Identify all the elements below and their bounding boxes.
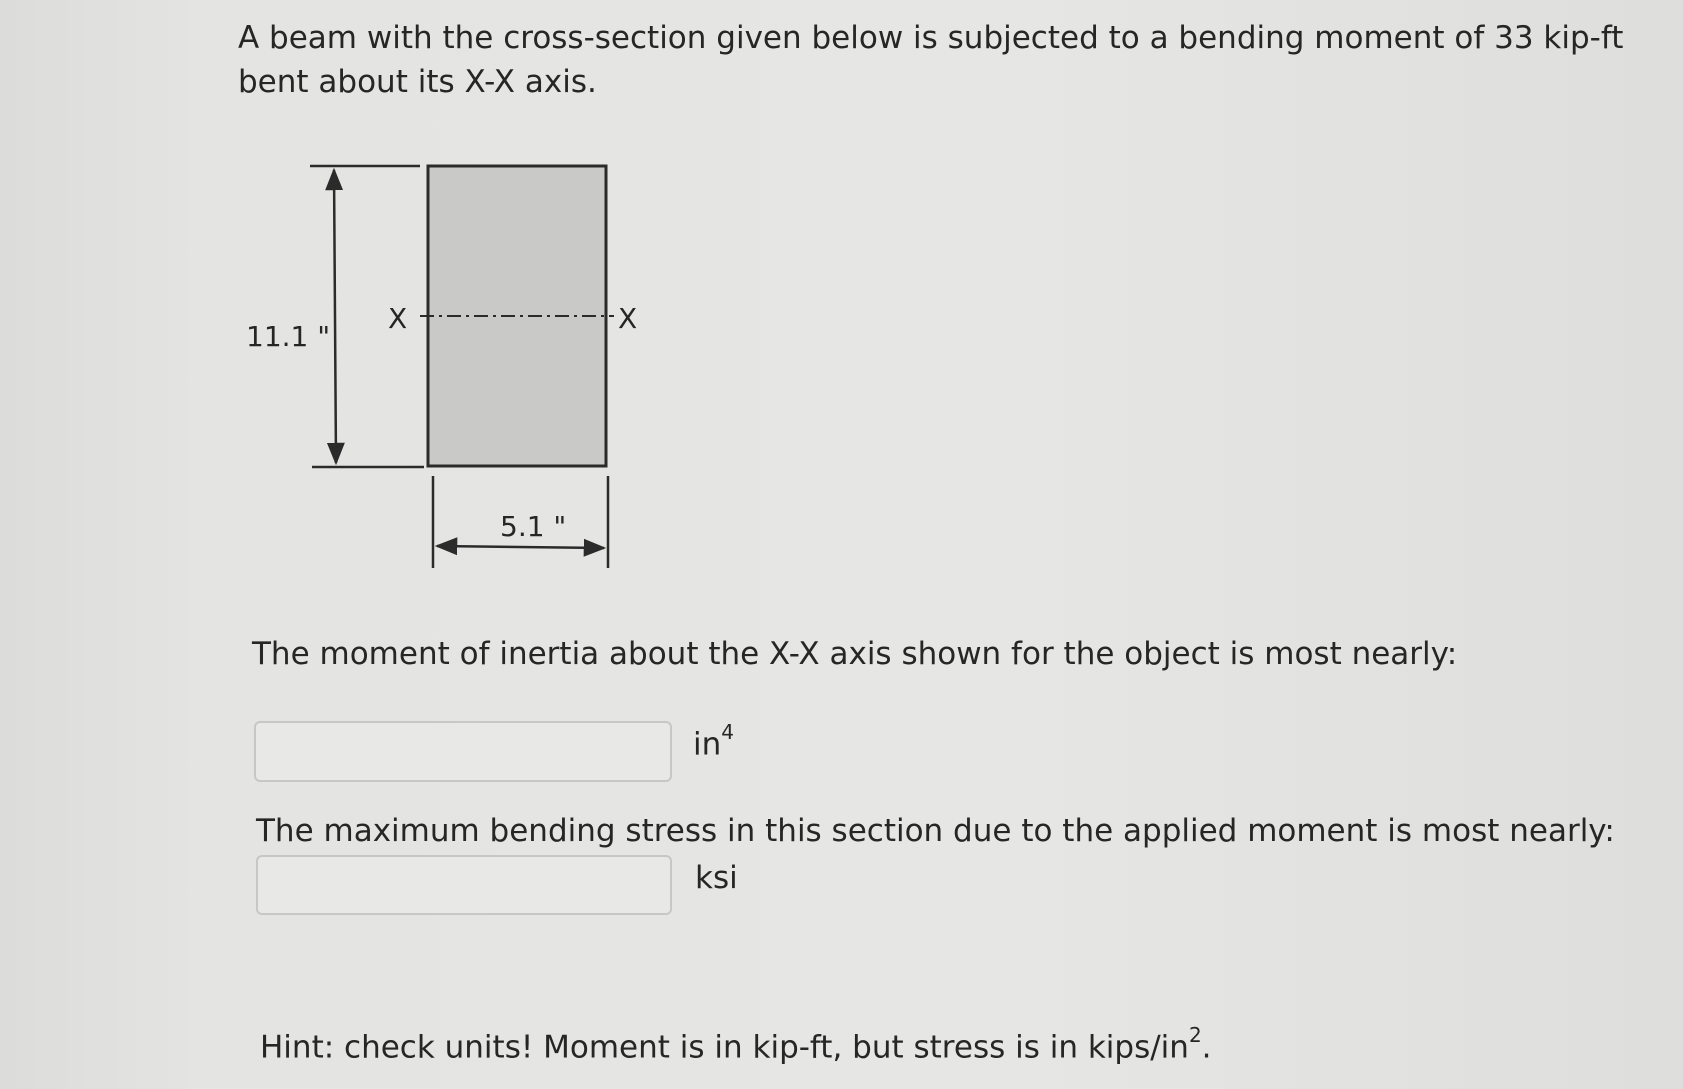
hint-exponent: 2 [1188, 1023, 1202, 1047]
axis-label-left: X [388, 302, 408, 335]
question-bending-stress: The maximum bending stress in this section due to the applied moment is most nearly: [256, 813, 1615, 849]
unit-inertia [693, 720, 734, 763]
unit-stress: ksi [695, 860, 738, 896]
beam-cross-section-diagram [230, 150, 650, 590]
width-dimension-line [437, 546, 604, 548]
height-dimension-line [334, 170, 336, 463]
hint-text [260, 1017, 1212, 1069]
hint-tail: . [1201, 1029, 1212, 1066]
question-inertia: The moment of inertia about the X-X axis shown for the object is most nearly: [252, 636, 1458, 672]
axis-label-right: X [618, 302, 638, 335]
unit-inertia-exponent: 4 [721, 720, 734, 744]
bending-stress-input[interactable] [256, 855, 672, 915]
width-label: 5.1 " [500, 510, 567, 543]
problem-statement: A beam with the cross-section given below is subjected to a bending moment of 33 kip-ft bent about its X-X axis. [238, 20, 1624, 100]
moment-of-inertia-input[interactable] [254, 721, 672, 782]
unit-inertia-base: in [693, 726, 722, 763]
height-label: 11.1 " [246, 320, 331, 353]
hint-body: Hint: check units! Moment is in kip-ft, but stress is in kips/in [260, 1029, 1189, 1066]
